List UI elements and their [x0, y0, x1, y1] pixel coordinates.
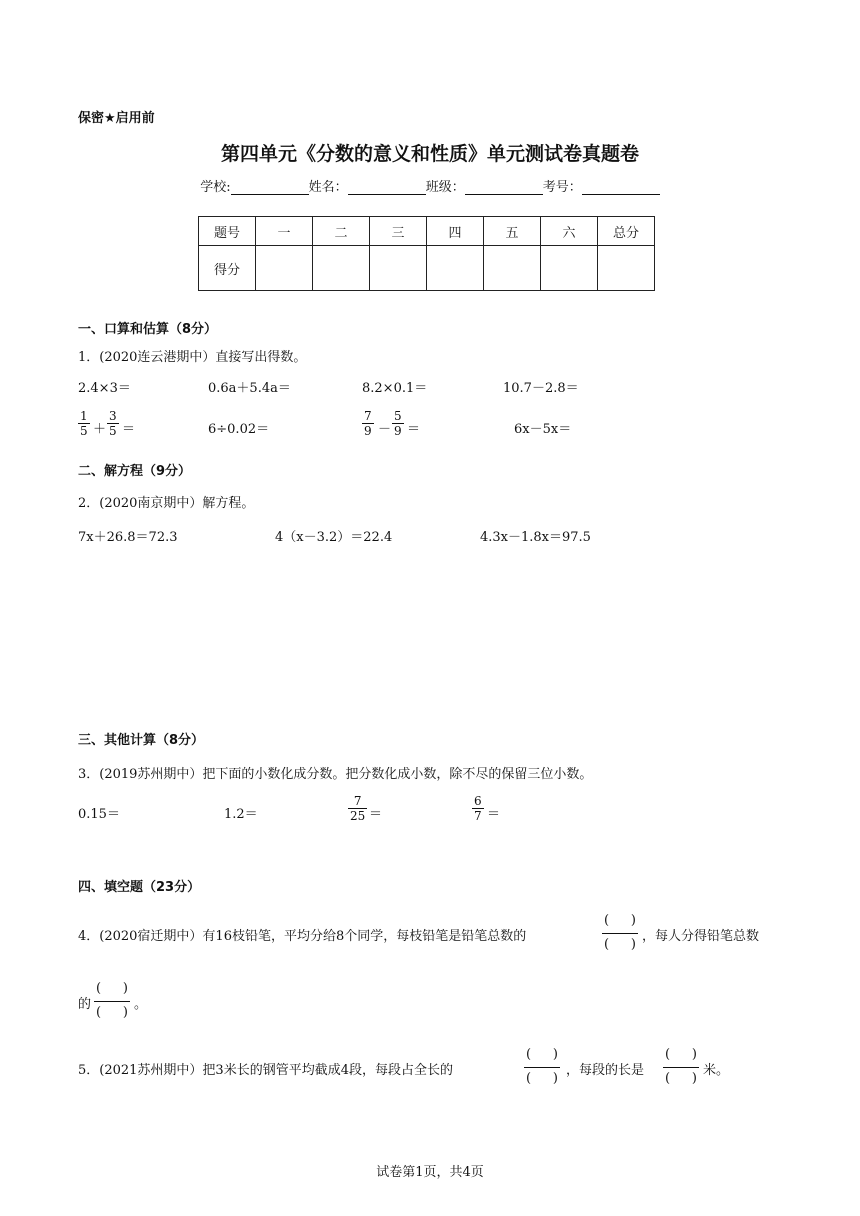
section-title-3: 三、其他计算（8分） [78, 733, 205, 748]
score-cell[interactable] [313, 246, 370, 291]
page-footer: 试卷第1页，共4页 [376, 1165, 484, 1180]
q1-fraction-d [392, 409, 404, 438]
close-paren: ) [552, 1047, 558, 1062]
q1-expr-4: 10.7－2.8＝ [503, 381, 579, 396]
fraction-blank[interactable] [94, 980, 130, 1024]
score-table-score-row [199, 246, 655, 291]
question-5-text-a: 5．(2021苏州期中）把3米长的钢管平均截成4段，每段占全长的 [78, 1063, 453, 1078]
q3-fraction-2 [472, 794, 484, 823]
name-label: 姓名： [308, 180, 348, 195]
school-blank[interactable] [231, 180, 309, 195]
close-paren: ) [630, 913, 636, 928]
score-table-header-row [199, 217, 655, 246]
section-title-1: 一、口算和估算（8分） [78, 322, 218, 337]
q1-fraction-a [78, 409, 90, 438]
close-paren: ) [630, 937, 636, 952]
table-cell: 一 [256, 217, 313, 246]
fraction-blank[interactable] [602, 912, 638, 956]
class-blank[interactable] [465, 180, 543, 195]
confidential-label: 保密★启用前 [78, 111, 155, 126]
question-3-stem: 3．(2019苏州期中）把下面的小数化成分数。把分数化成小数，除不尽的保留三位小数。 [78, 767, 593, 782]
fraction-numerator: 1 [80, 409, 88, 423]
table-cell: 四 [427, 217, 484, 246]
open-paren: ( [96, 1005, 102, 1020]
open-paren: ( [665, 1071, 671, 1086]
q1-expr-8: 6x－5x＝ [514, 422, 572, 437]
q1-expr-3: 8.2×0.1＝ [362, 381, 428, 396]
score-cell[interactable] [598, 246, 655, 291]
page-title: 第四单元《分数的意义和性质》单元测试卷真题卷 [220, 143, 639, 165]
open-paren: ( [604, 913, 610, 928]
q2-equation-1: 7x＋26.8＝72.3 [78, 530, 178, 545]
q1-expr-6: 6÷0.02＝ [208, 422, 270, 437]
fraction-denominator: 5 [80, 424, 88, 438]
close-paren: ) [122, 981, 128, 996]
question-5-text-c: 米。 [703, 1063, 730, 1078]
q1-operator-plus: ＋ [93, 422, 107, 437]
q1-equals-2: ＝ [407, 422, 421, 437]
score-label-cell: 得分 [199, 246, 256, 291]
fraction-bar [94, 1001, 130, 1002]
question-4-text-d: 。 [134, 997, 148, 1012]
fraction-bar [602, 933, 638, 934]
student-info-line [0, 176, 860, 195]
score-cell[interactable] [370, 246, 427, 291]
fraction-denominator: 25 [350, 809, 366, 823]
open-paren: ( [96, 981, 102, 996]
question-1-stem: 1．(2020连云港期中）直接写出得数。 [78, 350, 307, 365]
fraction-numerator: 5 [394, 409, 402, 423]
score-table [198, 216, 655, 291]
table-cell: 题号 [199, 217, 256, 246]
fraction-blank[interactable] [524, 1046, 560, 1090]
question-5-text-b: ，每段的长是 [566, 1063, 645, 1078]
q1-fraction-c [362, 409, 374, 438]
q1-operator-minus: － [378, 422, 392, 437]
fraction-numerator: 6 [474, 794, 482, 808]
class-label: 班级： [425, 180, 465, 195]
section-title-2: 二、解方程（9分） [78, 464, 192, 479]
q3-equals-1: ＝ [369, 807, 383, 822]
open-paren: ( [665, 1047, 671, 1062]
school-label: 学校: [200, 180, 231, 195]
score-cell[interactable] [484, 246, 541, 291]
q3-expr-1: 0.15＝ [78, 807, 120, 822]
fraction-bar [663, 1067, 699, 1068]
close-paren: ) [552, 1071, 558, 1086]
fraction-numerator: 7 [353, 794, 362, 808]
close-paren: ) [122, 1005, 128, 1020]
q1-expr-1: 2.4×3＝ [78, 381, 131, 396]
exam-no-label: 考号： [542, 180, 582, 195]
question-4-text-c: 的 [78, 997, 92, 1012]
score-cell[interactable] [541, 246, 598, 291]
table-cell: 总分 [598, 217, 655, 246]
score-cell[interactable] [256, 246, 313, 291]
q1-expr-2: 0.6a＋5.4a＝ [208, 381, 291, 396]
fraction-blank[interactable] [663, 1046, 699, 1090]
fraction-numerator: 7 [364, 409, 372, 423]
q2-equation-3: 4.3x－1.8x＝97.5 [480, 530, 591, 545]
open-paren: ( [604, 937, 610, 952]
table-cell: 六 [541, 217, 598, 246]
q1-fraction-b [107, 409, 119, 438]
fraction-denominator: 9 [364, 424, 372, 438]
fraction-denominator: 7 [474, 809, 482, 823]
open-paren: ( [526, 1071, 532, 1086]
q3-fraction-1 [348, 794, 367, 823]
question-2-stem: 2．(2020南京期中）解方程。 [78, 496, 255, 511]
table-cell: 五 [484, 217, 541, 246]
close-paren: ) [691, 1047, 697, 1062]
fraction-bar [524, 1067, 560, 1068]
open-paren: ( [526, 1047, 532, 1062]
exam-no-blank[interactable] [582, 180, 660, 195]
q1-equals: ＝ [122, 422, 136, 437]
question-4-text-b: ，每人分得铅笔总数 [642, 929, 760, 944]
question-4-text-a: 4．(2020宿迁期中）有16枝铅笔，平均分给8个同学，每枝铅笔是铅笔总数的 [78, 929, 527, 944]
q2-equation-2: 4（x－3.2）＝22.4 [275, 530, 393, 545]
close-paren: ) [691, 1071, 697, 1086]
fraction-denominator: 5 [109, 424, 117, 438]
table-cell: 三 [370, 217, 427, 246]
q3-expr-2: 1.2＝ [224, 807, 258, 822]
fraction-numerator: 3 [109, 409, 117, 423]
q3-equals-2: ＝ [487, 807, 501, 822]
score-cell[interactable] [427, 246, 484, 291]
table-cell: 二 [313, 217, 370, 246]
name-blank[interactable] [348, 180, 426, 195]
fraction-denominator: 9 [394, 424, 402, 438]
section-title-4: 四、填空题（23分） [78, 880, 201, 895]
